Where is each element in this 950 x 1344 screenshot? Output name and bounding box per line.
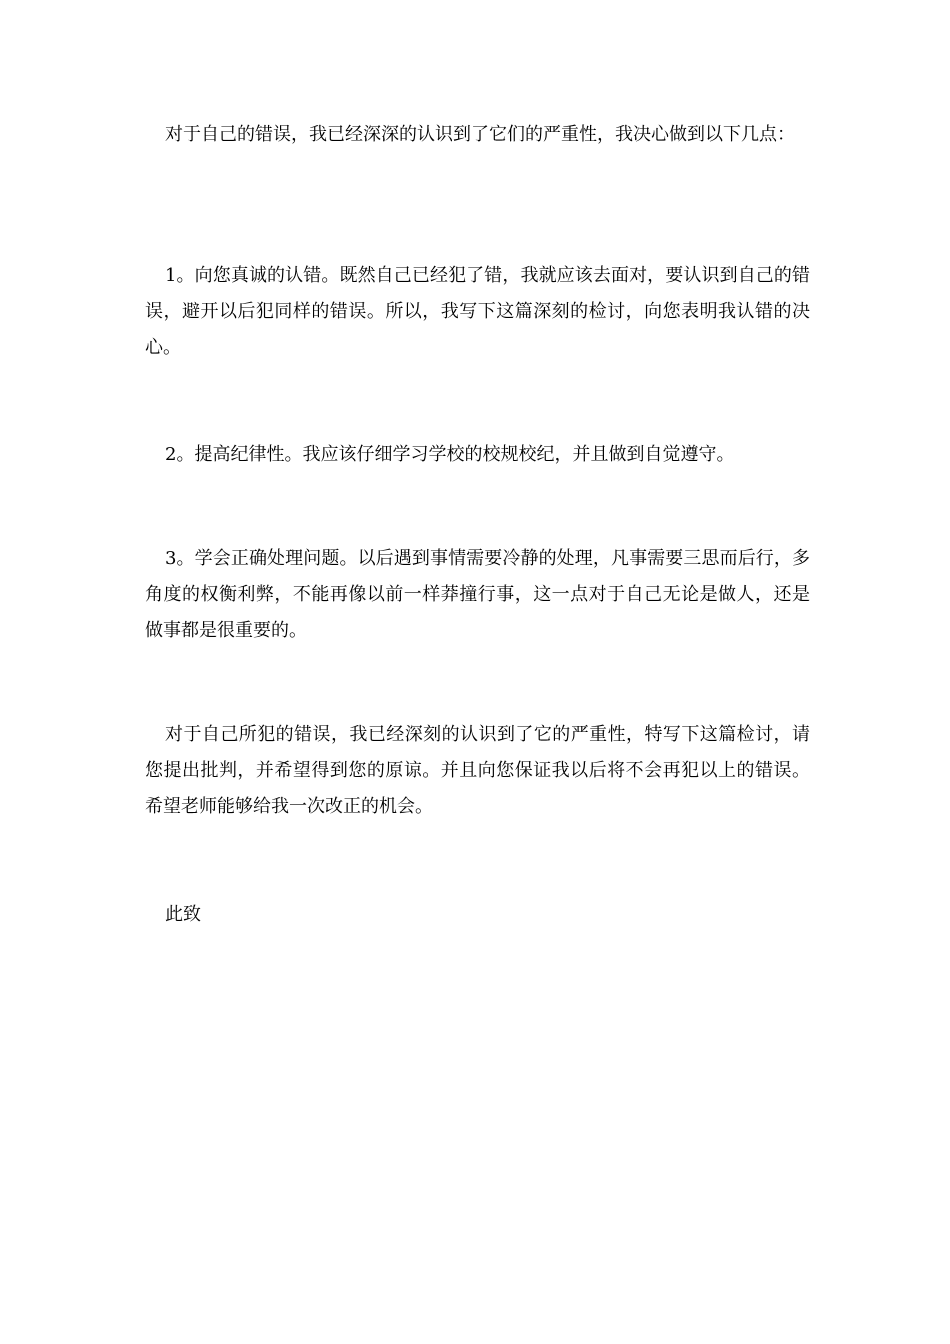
conclusion-paragraph: 对于自己所犯的错误，我已经深刻的认识到了它的严重性，特写下这篇检讨，请您提出批判，并希望得到您的原谅。并且向您保证我以后将不会再犯以上的错误。希望老师能够给我一次改正的机会。 (145, 724, 810, 817)
closing-salutation: 此致 (165, 904, 201, 925)
point-1-paragraph: 1。向您真诚的认错。既然自己已经犯了错，我就应该去面对，要认识到自己的错误，避开以后犯同样的错误。所以，我写下这篇深刻的检讨，向您表明我认错的决心。 (145, 265, 810, 358)
point-2-paragraph: 2。提高纪律性。我应该仔细学习学校的校规校纪，并且做到自觉遵守。 (165, 444, 735, 465)
intro-paragraph: 对于自己的错误，我已经深深的认识到了它们的严重性，我决心做到以下几点： (165, 124, 795, 145)
point-3-paragraph: 3。学会正确处理问题。以后遇到事情需要冷静的处理，凡事需要三思而后行，多角度的权衡利弊，不能再像以前一样莽撞行事，这一点对于自己无论是做人，还是做事都是很重要的。 (145, 548, 810, 641)
